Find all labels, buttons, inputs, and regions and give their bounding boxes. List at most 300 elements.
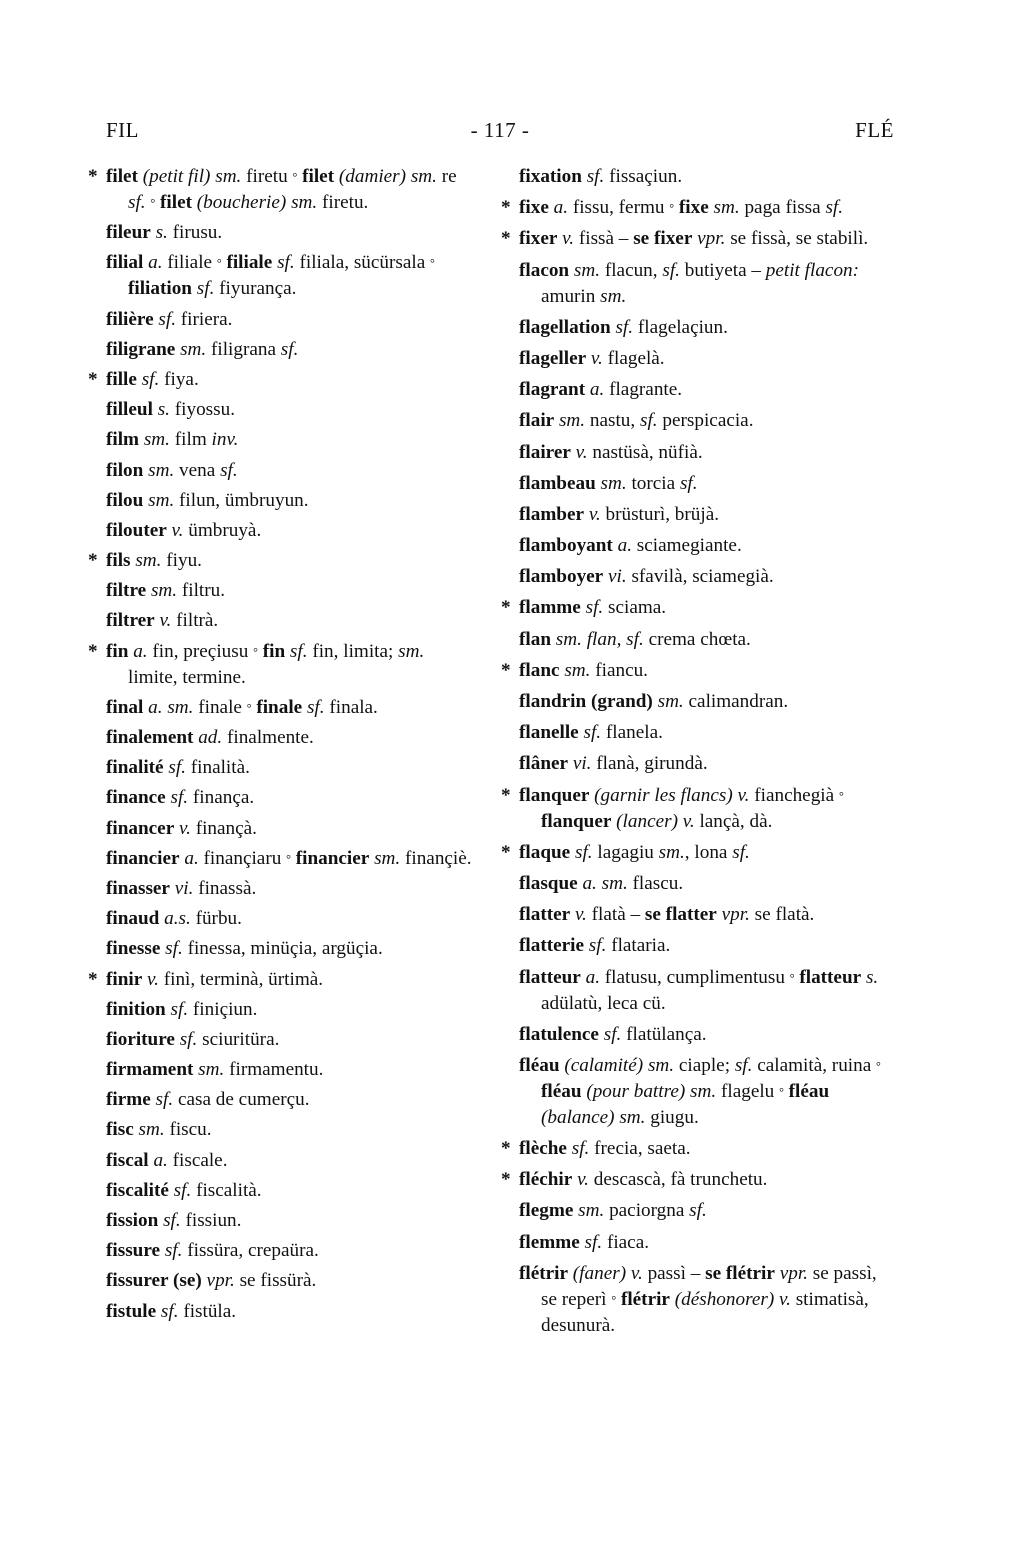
- headword: financier: [106, 847, 180, 869]
- dictionary-entry: [106, 307, 478, 333]
- grammar-label: (boucherie) sm.: [191, 192, 318, 213]
- asterisk-marker: *: [88, 640, 98, 662]
- sense-separator: °: [286, 851, 291, 866]
- asterisk-marker: *: [501, 228, 511, 250]
- dictionary-entry: [519, 933, 895, 959]
- dictionary-entry: [519, 871, 895, 897]
- grammar-label: sf.: [626, 628, 644, 650]
- definition-text: filiala, sücürsala: [294, 252, 431, 274]
- sense-separator: °: [430, 256, 435, 271]
- definition-text: finì, terminà, ürtimà.: [158, 968, 324, 990]
- grammar-label: s.: [157, 399, 170, 421]
- grammar-label: sf.: [588, 935, 607, 957]
- definition-text: lagagiu: [592, 841, 659, 863]
- definition-text: fiscalità.: [191, 1179, 262, 1201]
- grammar-label: sm.: [215, 166, 242, 187]
- headword: fixer: [519, 228, 558, 250]
- definition-text: finala.: [324, 696, 378, 718]
- definition-text: fiscale.: [167, 1149, 228, 1171]
- definition-text: passì –: [642, 1262, 706, 1284]
- grammar-label: (faner) v.: [568, 1262, 643, 1284]
- definition-text: fin, limita;: [307, 640, 399, 662]
- headword: financer: [106, 817, 175, 839]
- headword: fin: [106, 640, 129, 662]
- headword: flemme: [519, 1231, 580, 1253]
- dictionary-entry: [501, 595, 895, 621]
- grammar-label: sf.: [584, 1231, 603, 1253]
- headword: flasque: [519, 872, 578, 894]
- definition-text: flagelu: [716, 1080, 780, 1102]
- definition-text: fiyossu.: [169, 399, 235, 421]
- headword: flan: [519, 628, 551, 650]
- grammar-label: a. sm.: [148, 696, 194, 718]
- definition-text: filun, ümbruyun.: [174, 489, 309, 511]
- grammar-label: v.: [562, 228, 575, 250]
- grammar-label: a.: [589, 379, 605, 401]
- grammar-label: (calamité) sm.: [559, 1054, 675, 1076]
- dictionary-entry: [519, 902, 895, 928]
- headword: finalité: [106, 757, 164, 779]
- headword: filial: [106, 252, 144, 274]
- grammar-label: v.: [588, 503, 601, 525]
- definition-text: finalità.: [185, 757, 250, 779]
- grammar-label: vpr.: [206, 1270, 235, 1292]
- dictionary-entry: [519, 1261, 895, 1339]
- dictionary-entry: [519, 377, 895, 403]
- grammar-label: sf.: [306, 696, 325, 718]
- definition-text: torcia: [626, 472, 680, 494]
- headword: firmament: [106, 1059, 194, 1081]
- headword: flâner: [519, 753, 569, 775]
- dictionary-entry: [501, 1136, 895, 1162]
- grammar-label: vi.: [174, 877, 194, 899]
- sense-separator: °: [779, 1084, 784, 1099]
- headword: filière: [106, 308, 154, 330]
- grammar-label: v.: [574, 904, 587, 926]
- headword: fissure: [106, 1240, 161, 1262]
- dictionary-entry: [106, 755, 478, 781]
- definition-text: casa de cumerçu.: [173, 1089, 310, 1111]
- headword: finesse: [106, 938, 161, 960]
- definition-text: flascu.: [627, 872, 684, 894]
- dictionary-entry: [501, 658, 895, 684]
- definition-text: flagelà.: [602, 347, 665, 369]
- dictionary-entry: [106, 518, 478, 544]
- grammar-label: sf.: [173, 1179, 192, 1201]
- grammar-label: sf.: [679, 472, 698, 494]
- asterisk-marker: *: [501, 841, 511, 863]
- definition-text: fin, preçiusu: [147, 640, 254, 662]
- grammar-label: sf.: [574, 841, 593, 863]
- headword: filet: [160, 192, 192, 213]
- dictionary-entry: [519, 533, 895, 559]
- definition-text: limite, termine.: [128, 666, 246, 688]
- headword: fission: [106, 1210, 159, 1231]
- headword: filet: [106, 166, 138, 187]
- grammar-label: sf.: [196, 278, 215, 300]
- grammar-label: sf.: [583, 722, 602, 744]
- header-left-guide-word: FIL: [106, 118, 139, 142]
- definition-text: giugu.: [645, 1106, 699, 1128]
- dictionary-entry: [106, 725, 478, 751]
- headword: flagellation: [519, 316, 611, 338]
- headword: filtrer: [106, 610, 155, 632]
- grammar-label: sm.: [198, 1059, 225, 1081]
- grammar-label: s.: [865, 966, 879, 988]
- grammar-label: a.: [153, 1149, 168, 1171]
- left-column: [88, 164, 478, 1329]
- headword: flageller: [519, 347, 587, 369]
- definition-text: nastüsà, nüfià.: [587, 441, 703, 463]
- headword: fils: [106, 550, 131, 572]
- dictionary-entry: [519, 440, 895, 466]
- definition-text: brüsturì, brüjà.: [600, 503, 720, 525]
- headword: finale: [256, 696, 303, 718]
- definition-text: crema chœta.: [643, 628, 751, 650]
- sense-separator: °: [150, 196, 156, 210]
- grammar-label: (déshonorer) v.: [669, 1288, 791, 1310]
- grammar-label: sf.: [220, 459, 238, 481]
- definition-text: fissu, fermu: [568, 197, 670, 219]
- dictionary-entry: [106, 1087, 478, 1113]
- headword: finalement: [106, 727, 194, 748]
- definition-text: flanela.: [601, 722, 663, 744]
- definition-text: adülatù, leca cü.: [541, 992, 666, 1014]
- sense-separator: °: [216, 256, 222, 271]
- dictionary-entry: [519, 258, 895, 310]
- grammar-label: v.: [159, 610, 172, 632]
- headword: se flatter: [644, 904, 717, 926]
- grammar-label: v.: [577, 1169, 589, 1191]
- definition-text: flacun,: [600, 259, 663, 281]
- asterisk-marker: *: [501, 597, 511, 619]
- asterisk-marker: *: [501, 784, 511, 806]
- headword: se fixer: [633, 228, 693, 250]
- asterisk-marker: *: [501, 197, 511, 219]
- dictionary-entry: [519, 1198, 895, 1224]
- grammar-label: sm.: [713, 197, 740, 219]
- grammar-label: sm.: [150, 580, 178, 602]
- definition-text: finança.: [188, 787, 255, 809]
- headword: finir: [106, 968, 143, 990]
- grammar-label: sm.: [578, 1200, 605, 1222]
- dictionary-entry: [106, 397, 478, 423]
- headword: financier: [295, 847, 370, 869]
- grammar-label: sf.: [571, 1138, 590, 1160]
- headword: filiale: [226, 252, 273, 274]
- headword: flambeau: [519, 472, 596, 494]
- headword: fileur: [106, 222, 151, 244]
- grammar-label: sm.: [600, 285, 627, 307]
- definition-text: filigrana: [206, 338, 281, 360]
- grammar-label: sm.: [600, 472, 627, 494]
- grammar-label: sf.: [289, 640, 308, 662]
- headword: flèche: [519, 1138, 567, 1160]
- definition-text: sciamegiante.: [632, 535, 742, 557]
- grammar-label: sf.: [732, 841, 750, 863]
- dictionary-entry: [106, 695, 478, 721]
- headword: flatter: [519, 904, 571, 926]
- grammar-label: (pour battre) sm.: [581, 1080, 717, 1102]
- definition-text: fiyurança.: [214, 278, 297, 300]
- headword: fin: [262, 640, 286, 662]
- grammar-label: sf.: [158, 308, 176, 330]
- grammar-label: sf.: [280, 338, 299, 360]
- dictionary-entry: [106, 846, 478, 872]
- definition-text: se fissà, se stabilì.: [725, 228, 869, 250]
- headword: fiscalité: [106, 1179, 169, 1201]
- definition-text: flanà, girundà.: [591, 753, 708, 775]
- headword: fisc: [106, 1119, 134, 1141]
- grammar-label: sm.: [555, 628, 582, 650]
- headword: se flétrir: [705, 1262, 775, 1284]
- dictionary-entry: [106, 1117, 478, 1143]
- asterisk-marker: *: [501, 659, 511, 681]
- definition-text: calamità, ruina: [752, 1054, 877, 1076]
- grammar-label: sf.: [640, 410, 658, 432]
- dictionary-entry: [106, 1208, 478, 1234]
- grammar-label: (lancer) v.: [611, 810, 695, 832]
- grammar-label: sm.: [657, 691, 684, 712]
- dictionary-entry: [106, 250, 478, 302]
- grammar-label: s.: [155, 222, 168, 244]
- grammar-label: a.: [617, 535, 632, 557]
- headword: flatterie: [519, 935, 584, 957]
- definition-text: finançà.: [190, 817, 257, 839]
- grammar-label: flan,: [586, 628, 622, 650]
- sense-separator: °: [253, 644, 258, 659]
- dictionary-entry: [88, 367, 478, 393]
- page-header: [106, 118, 894, 148]
- definition-text: finançiè.: [400, 847, 472, 869]
- headword: filtre: [106, 580, 147, 602]
- definition-text: flataria.: [606, 935, 671, 957]
- headword: fléau: [541, 1080, 582, 1102]
- grammar-label: a.: [148, 252, 163, 274]
- dictionary-entry: [106, 220, 478, 246]
- headword: flandrin (grand): [519, 691, 653, 712]
- asterisk-marker: *: [88, 368, 98, 390]
- definition-text: flagrante.: [604, 379, 683, 401]
- headword: flair: [519, 410, 555, 432]
- dictionary-entry: [106, 1238, 478, 1264]
- grammar-label: sf.: [689, 1200, 707, 1222]
- grammar-label: sm.: [143, 429, 170, 451]
- definition-text: , lona: [684, 841, 733, 863]
- headword: filon: [106, 459, 144, 481]
- grammar-label: vpr.: [779, 1262, 808, 1284]
- grammar-label: v.: [575, 441, 588, 463]
- grammar-label: sf.: [141, 368, 160, 390]
- definition-text: flatülança.: [621, 1023, 707, 1045]
- grammar-label: sf.: [155, 1089, 174, 1111]
- dictionary-entry: [519, 315, 895, 341]
- dictionary-entry: [519, 502, 895, 528]
- definition-text: firmamentu.: [224, 1059, 324, 1081]
- sense-separator: °: [669, 201, 675, 216]
- grammar-label: sf.: [168, 757, 186, 779]
- grammar-label: sf.: [164, 1240, 183, 1262]
- grammar-label: sm.: [398, 640, 425, 662]
- definition-text: fistüla.: [178, 1300, 237, 1322]
- headword: firme: [106, 1089, 151, 1111]
- headword: filou: [106, 489, 144, 511]
- dictionary-entry: [519, 689, 895, 715]
- definition-text: vena: [174, 459, 221, 481]
- dictionary-entry: [501, 840, 895, 866]
- dictionary-entry: [106, 458, 478, 484]
- definition-text: fianchegià: [749, 784, 839, 806]
- grammar-label: inv.: [211, 429, 239, 451]
- headword: fléchir: [519, 1169, 573, 1191]
- grammar-label: vi.: [608, 566, 627, 588]
- definition-text: lançà, dà.: [694, 810, 773, 832]
- definition-text: fissà –: [574, 228, 634, 250]
- headword: flegme: [519, 1200, 574, 1222]
- definition-text: paga fissa: [739, 197, 826, 219]
- dictionary-entry: [106, 1057, 478, 1083]
- grammar-label: vi.: [572, 753, 592, 775]
- grammar-label: sm.: [180, 338, 207, 360]
- headword: flanelle: [519, 722, 579, 744]
- grammar-label: sf.: [734, 1054, 753, 1076]
- grammar-label: a.: [133, 640, 148, 662]
- headword: flacon: [519, 259, 570, 281]
- dictionary-entry: [519, 720, 895, 746]
- definition-text: fissüra, crepaüra.: [182, 1240, 319, 1262]
- definition-text: paciorgna: [604, 1200, 690, 1222]
- sense-separator: °: [876, 1058, 881, 1073]
- headword: flagrant: [519, 379, 586, 401]
- headword: flanquer: [541, 810, 612, 832]
- grammar-label: sf.: [170, 787, 189, 809]
- headword: flamber: [519, 503, 585, 525]
- definition-text: film: [169, 429, 212, 451]
- grammar-label: (garnir les flancs) v.: [589, 784, 750, 806]
- dictionary-entry: [501, 195, 895, 221]
- sense-separator: °: [246, 700, 252, 715]
- asterisk-marker: *: [501, 1169, 511, 1191]
- headword: fille: [106, 368, 137, 390]
- dictionary-entry: [519, 1230, 895, 1256]
- headword: finaud: [106, 908, 160, 930]
- dictionary-entry: [106, 1148, 478, 1174]
- dictionary-entry: [519, 627, 895, 653]
- dictionary-entry: [106, 816, 478, 842]
- grammar-label: sf.: [277, 252, 295, 274]
- definition-text: calimandran.: [683, 691, 789, 712]
- definition-text: butiyeta –: [679, 259, 766, 281]
- dictionary-entry: [519, 346, 895, 372]
- definition-text: se fissürà.: [234, 1270, 317, 1292]
- grammar-label: sm.: [658, 841, 685, 863]
- grammar-label: sm.: [138, 1119, 165, 1141]
- grammar-label: sf.: [165, 938, 183, 960]
- grammar-label: sm.: [148, 459, 175, 481]
- headword: flamboyer: [519, 566, 604, 588]
- definition-text: re: [436, 166, 457, 187]
- dictionary-entry: [501, 226, 895, 252]
- grammar-label: a. sm.: [582, 872, 628, 894]
- definition-text: fiya.: [159, 368, 199, 390]
- grammar-label: sf.: [160, 1300, 179, 1322]
- sense-separator: °: [789, 970, 795, 985]
- definition-text: finessa, minüçia, argüçia.: [182, 938, 383, 960]
- headword: filet: [302, 166, 335, 187]
- headword: final: [106, 696, 144, 718]
- grammar-label: sf.: [615, 316, 634, 338]
- definition-text: perspicacia.: [657, 410, 754, 432]
- definition-text: filtru.: [177, 580, 226, 602]
- grammar-label: sf.: [163, 1210, 181, 1231]
- grammar-label: v.: [147, 968, 159, 990]
- headword: flatteur: [799, 966, 862, 988]
- sense-separator: °: [838, 788, 844, 803]
- dictionary-entry: [106, 578, 478, 604]
- headword: flétrir: [519, 1262, 568, 1284]
- headword: fistule: [106, 1300, 157, 1322]
- definition-text: firiera.: [176, 308, 233, 330]
- headword: finance: [106, 787, 166, 809]
- grammar-label: sm.: [558, 410, 586, 432]
- dictionary-entry: [106, 488, 478, 514]
- dictionary-entry: [106, 608, 478, 634]
- definition-text: ümbruyà.: [183, 519, 262, 541]
- headword: fixe: [678, 197, 709, 219]
- headword: film: [106, 429, 140, 451]
- right-column: [501, 164, 895, 1344]
- dictionary-entry: [106, 1268, 478, 1294]
- definition-text: ciaple;: [674, 1054, 735, 1076]
- grammar-label: sm.: [148, 489, 175, 511]
- headword: flétrir: [620, 1288, 670, 1310]
- grammar-label: a.: [585, 966, 600, 988]
- headword: flamme: [519, 597, 581, 619]
- definition-text: nastu,: [585, 410, 640, 432]
- headword: flanc: [519, 659, 560, 681]
- dictionary-entry: [88, 164, 478, 216]
- asterisk-marker: *: [88, 968, 98, 990]
- definition-text: flatà –: [586, 904, 645, 926]
- definition-text: descascà, fà trunchetu.: [588, 1169, 768, 1191]
- headword: filiation: [128, 278, 192, 300]
- dictionary-entry: [88, 639, 478, 691]
- asterisk-marker: *: [88, 550, 98, 572]
- grammar-label: petit flacon:: [765, 259, 860, 281]
- headword: fixe: [519, 197, 549, 219]
- grammar-label: sf.: [662, 259, 680, 281]
- headword: filouter: [106, 519, 167, 541]
- definition-text: frecia, saeta.: [589, 1138, 691, 1160]
- definition-text: fiaca.: [602, 1231, 650, 1253]
- headword: fioriture: [106, 1028, 175, 1050]
- grammar-label: v.: [590, 347, 603, 369]
- dictionary-entry: [519, 965, 895, 1017]
- definition-text: firusu.: [167, 222, 223, 244]
- headword: fissurer (se): [106, 1270, 202, 1292]
- header-right-guide-word: FLÉ: [855, 118, 894, 142]
- definition-text: finale: [193, 696, 247, 718]
- grammar-label: sf.: [179, 1028, 198, 1050]
- definition-text: sciama.: [603, 597, 667, 619]
- definition-text: filiale: [162, 252, 217, 274]
- grammar-label: v.: [179, 817, 191, 839]
- dictionary-entry: [519, 564, 895, 590]
- dictionary-entry: [106, 906, 478, 932]
- grammar-label: sm.: [374, 847, 401, 869]
- dictionary-entry: [501, 1167, 895, 1193]
- definition-text: fiscu.: [164, 1119, 212, 1141]
